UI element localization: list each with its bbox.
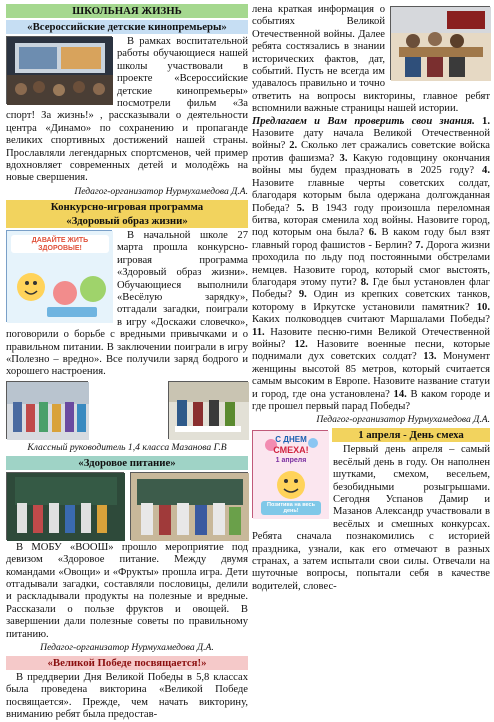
quiz-question-text: Назовите главные черты советских солдат, благодаря которым была одержана долгожданная Победа?	[252, 177, 490, 214]
quiz-question-text: В каком году был взят главный город фашистов - Берлин?	[252, 227, 490, 251]
quiz-question-number: 2.	[289, 140, 298, 152]
section-subtitle-kinopremiery: «Всероссийские детские кинопремьеры»	[6, 20, 248, 34]
quiz-question-text: Какую годовщину окончания войны мы будем праздновать в 2025 году?	[252, 152, 490, 177]
card-april-fools-line4: Позитива на весь день!	[267, 502, 315, 515]
quiz-question-text: Назовите дату начала Великой Отечественной войны?	[252, 128, 490, 152]
quiz-question-text: Один из крепких советских танков, которому в Иркутске установили памятник?	[252, 289, 490, 313]
quiz-question-number: 13.	[423, 351, 437, 363]
section1-text: В рамках воспитательной работы обучающиеся нашей школы участвовали в проекте «Всероссийские детские кинопремьеры» посмотрели фильм «За спорт! За жизнь!» , рассказывали о деятельности центра «Динамо» по сохранению и пропаганде великих спортивных достижений нашей страны. Прославляли легендарных спортсменов, чей пример вдохновляет современных детей и молодёжь на новые свершения.	[6, 36, 248, 184]
quiz-question-text: Каких полководцев считают Маршалами Победы?	[252, 314, 490, 326]
victory-quiz	[252, 116, 490, 414]
section3-signature: Педагог-организатор Нурмухамедова Д.А.	[40, 642, 214, 653]
section5-text: Первый день апреля – самый весёлый день в году. Он наполнен шутками, смехом, весельем, безобидными розыгрышами. Сегодня Успанов Дамир и Мазанов Александр участвовали в весёлых и смешных конкурсах. Ребята сначала познакомились с историей праздника, узнали, как его отмечают в разных странах, а затем испытали свои силы. Отвечали на шуточные вопросы, попытали себя в качестве водителей, словес-	[252, 444, 490, 592]
quiz-question-text: Назовите военные песни, которые поднимали дух советских солдат?	[252, 338, 490, 363]
section-subtitle-victory: «Великой Победе посвящается!»	[6, 656, 248, 670]
quiz-question-number: 14.	[393, 388, 407, 400]
quiz-question-number: 4.	[482, 165, 490, 177]
photo-children-group-1	[6, 381, 88, 439]
section2-signature: Классный руководитель 1,4 класса Мазанова Г.В	[27, 441, 227, 453]
quiz-question-number: 7.	[415, 239, 424, 251]
section4-text-right: лена краткая информация о событиях Великой Отечественной войны. Далее ребята состязались в знании исторических фактов, дат, событий. Пусть не всегда им удавалось правильно и точно ответить на вопросы викторины, главное ребят вспомнили важные страницы нашей истории.	[252, 4, 490, 115]
quiz-question-number: 9.	[298, 289, 307, 301]
section-subtitle-healthy-life: «Здоровый образ жизни»	[6, 214, 248, 228]
quiz-question-number: 11.	[252, 326, 265, 338]
section-title-school-life: ШКОЛЬНАЯ ЖИЗНЬ	[6, 4, 248, 18]
photo-row-healthy-food	[6, 472, 248, 540]
section4-signature: Педагог-организатор Нурмухамедова Д.А.	[316, 414, 490, 426]
quiz-question-text: В 1943 году произошла переломная битва, которая сменила ход войны. Назовите город, под которым она была?	[252, 202, 490, 239]
quiz-question-number: 10.	[476, 301, 490, 313]
quiz-question-number: 6.	[368, 227, 377, 239]
quiz-question-text: Дорога жизни проходила по льду под постоянными обстрелами немцев. Назовите город, который смог выстоять, благодаря этому пути?	[252, 239, 491, 288]
section-title-april-fools: 1 апреля - День смеха	[332, 428, 490, 442]
quiz-question-text: В каком городе и где прошел первый парад Победы?	[252, 388, 490, 412]
card-april-fools-line1: С ДНЕМ	[275, 435, 307, 445]
section2-text: В начальной школе 27 марта прошла конкурсно-игровая программа «Здоровый образ жизни». Обучающиеся выполнили «Весёлую зарядку», отгадали загадки, поиграли в игру «Доскажи словечко», поговорили о борьбе с вредными привычками и о правильном питании. В заключении поиграли в игру «Полезно – вредно». Все получили заряд бодрого и хорошего настроения.	[6, 229, 248, 378]
photo-healthy-food-1	[6, 472, 124, 540]
section4-text-left: В преддверии Дня Великой Победы в 5,8 классах была проведена викторина «Великой Победе посвящается». Прежде, чем начать викторину, вниманию ребят была предостав-	[6, 672, 248, 721]
quiz-question-number: 1.	[482, 115, 490, 127]
quiz-question-text: Назовите песню-гимн Великой Отечественной войны?	[252, 326, 490, 350]
card-april-fools-line3: 1 апреля	[275, 457, 307, 465]
card-april-fools	[252, 430, 328, 518]
quiz-question-text: Где был установлен флаг Победы?	[252, 276, 490, 301]
quiz-question-text: Монумент женщины высотой 85 метров, который считается самым высоким в Европе. Назовите название статуи и город, где она установлена?	[252, 351, 490, 400]
photo-children-group-2	[168, 381, 248, 439]
right-column	[252, 4, 490, 700]
card-april-fools-line2: СМЕХА!	[273, 445, 309, 456]
section-title-contest-program: Конкурсно-игровая программа	[6, 200, 248, 214]
poster-healthy-life-caption: ДАВАЙТЕ ЖИТЬ ЗДОРОВЫЕ!	[31, 236, 89, 252]
poster-healthy-life	[6, 230, 112, 322]
photo-cinema-screening	[6, 36, 112, 104]
photo-victory-quiz-class	[390, 6, 490, 80]
section-subtitle-healthy-food: «Здоровое питание»	[6, 456, 248, 470]
quiz-heading: Предлагаем и Вам проверить свои знания.	[252, 115, 475, 127]
quiz-question-text: Сколько лет сражались советские войска против фашизма?	[252, 140, 490, 164]
section3-text: В МОБУ «ВООШ» прошло мероприятие под девизом «Здоровое питание. Между двумя командами «Овощи» и «Фрукты» прошла игра. Дети отгадывали загадки, составляли пословицы, делили и раскладывали продукты на полезные и вредные. Рассказали о пользе фруктов и овощей. В завершении дали полезные советы по правильному питанию.	[6, 541, 248, 640]
quiz-question-number: 3.	[339, 152, 348, 164]
photo-healthy-food-2	[130, 472, 248, 540]
section1-signature: Педагог-организатор Нурмухамедова Д.А.	[74, 185, 248, 197]
quiz-questions-list	[252, 116, 490, 412]
left-column	[6, 4, 248, 721]
quiz-question-number: 5.	[296, 202, 305, 214]
quiz-question-number: 8.	[360, 276, 369, 288]
quiz-question-number: 12.	[294, 338, 308, 350]
